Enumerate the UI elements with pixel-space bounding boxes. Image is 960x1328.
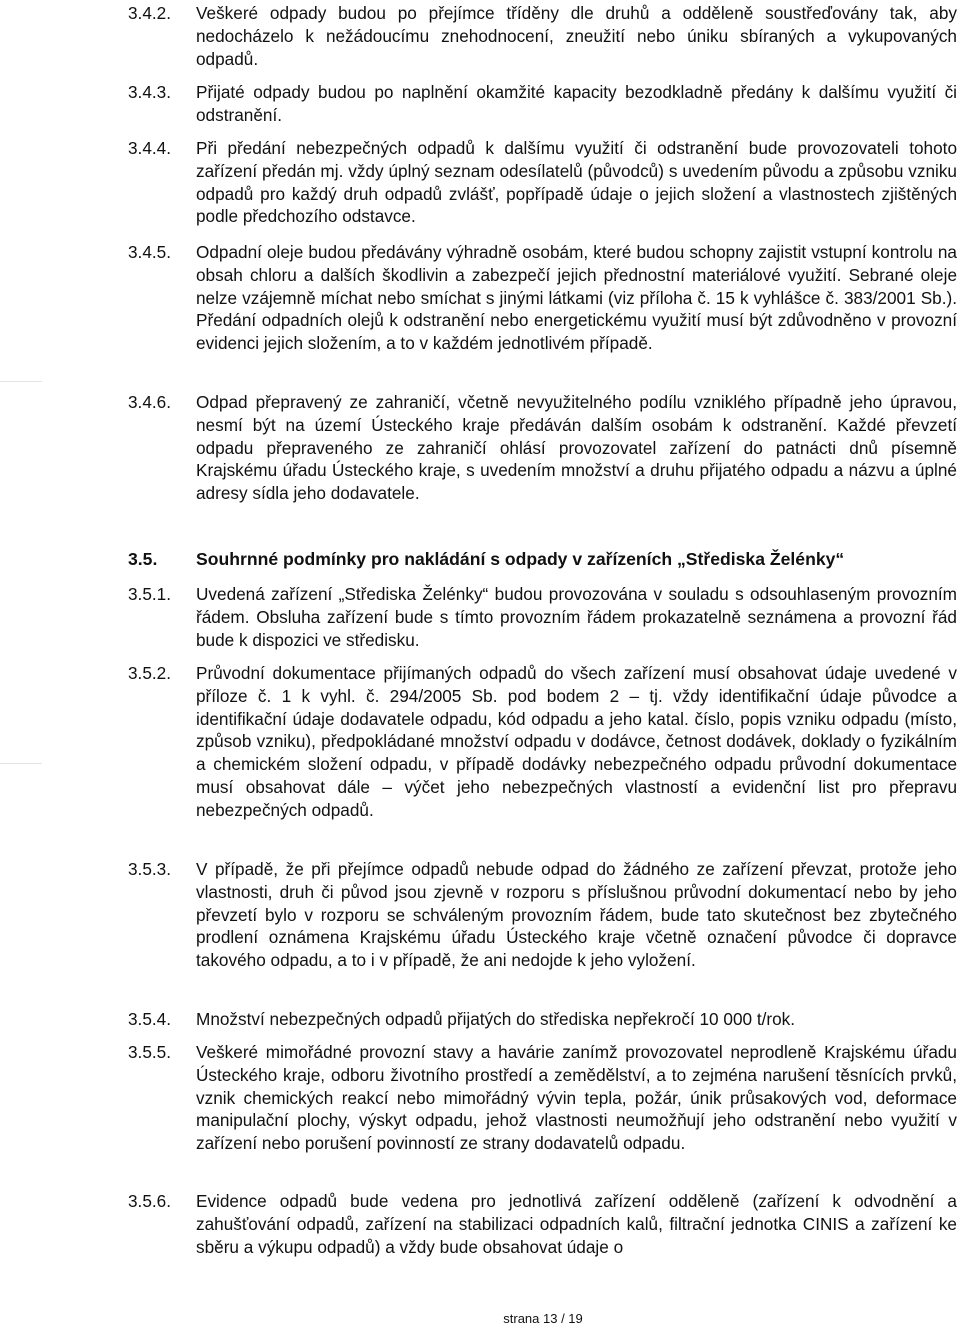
paragraph-number: 3.5.6. [128,1191,172,1211]
paragraph-text: Přijaté odpady budou po naplnění okamžité kapacity bezodkladně předány k dalšímu využití či odstranění. [196,82,957,125]
section-number: 3.5. [128,549,158,569]
page-number-footer: strana 13 / 19 [503,1311,583,1326]
margin-tick [0,381,42,382]
paragraph-number: 3.4.2. [128,3,172,23]
paragraph-text: Uvedená zařízení „Střediska Želénky“ budou provozována v souladu s odsouhlaseným provozním řádem. Obsluha zařízení bude s tímto provozním řádem prokazatelně seznámena a provozní řád bude k dispozici ve středisku. [196,584,957,650]
paragraph-number: 3.4.3. [128,82,172,102]
paragraph-text: Evidence odpadů bude vedena pro jednotlivá zařízení odděleně (zařízení k odvodnění a zahušťování odpadů, zařízení na stabilizaci odpadních kalů, filtrační jednotka CINIS a zařízení ke sběru a výkupu odpadů) a vždy bude obsahovat údaje o [196,1191,957,1257]
paragraph-text: Odpadní oleje budou předávány výhradně osobám, které budou schopny zajistit vstupní kontrolu na obsah chloru a dalších škodlivin a zabezpečí jejich přednostní materiálové využití. Sebrané oleje nelze vzájemně míchat nebo smíchat s jinými látkami (viz příloha č. 15 k vyhlášce č. 383/2001 Sb.). Předání odpadních olejů k odstranění nebo energetickému využití musí být zdůvodněno v provozní evidenci jejich složením, a to v každém jednotlivém případě. [196,242,957,354]
section-title: Souhrnné podmínky pro nakládání s odpady v zařízeních „Střediska Želénky“ [196,549,845,569]
paragraph-number: 3.4.5. [128,242,172,262]
paragraph-text: Odpad přepravený ze zahraničí, včetně nevyužitelného podílu vzniklého případně jeho úpravou, nesmí být na území Ústeckého kraje předáván dalším osobám k odstranění. Každé převzetí odpadu přepraveného ze zahraničí ohlásí provozovatel zařízení do patnácti dnů písemně Krajskému úřadu Ústeckého kraje, s uvedením množství a druhu přijatého odpadu a názvu a úplné adresy sídla jeho dodavatele. [196,392,957,504]
paragraph-number: 3.5.1. [128,584,172,604]
paragraph-number: 3.5.2. [128,663,172,683]
margin-tick [0,763,42,764]
paragraph-number: 3.4.6. [128,392,172,412]
paragraph-number: 3.5.4. [128,1009,172,1029]
paragraph-text: Veškeré mimořádné provozní stavy a havárie zanímž provozovatel neprodleně Krajskému úřadu Ústeckého kraje, odboru životního prostředí a zemědělství, a to zejména narušení těsnících prvků, vznik chemických reakcí nebo mimořádný vývin tepla, požár, únik průsakových vod, deformace manipulační plochy, výskyt odpadu, jehož vlastnosti neumožňují jeho odstranění nebo využití v zařízení nebo porušení povinností ze strany dodavatelů odpadu. [196,1042,957,1154]
paragraph-text: V případě, že při přejímce odpadů nebude odpad do žádného ze zařízení převzat, protože jeho vlastnosti, druh či původ jsou zjevně v rozporu s příslušnou průvodní dokumentací nebo by jeho převzetí bylo v rozporu se schváleným provozním řádem, bude tato skutečnost bez zbytečného prodlení oznámena Krajskému úřadu Ústeckého kraje včetně označení původce či dopravce takového odpadu, a to i v případě, že ani nedojde k jeho vyložení. [196,859,957,971]
paragraph-number: 3.4.4. [128,138,172,158]
paragraph-number: 3.5.3. [128,859,172,879]
paragraph-number: 3.5.5. [128,1042,172,1062]
paragraph-text: Veškeré odpady budou po přejímce tříděny dle druhů a odděleně soustřeďovány tak, aby nedocházelo k nežádoucímu znehodnocení, zneužití nebo úniku sbíraných a vykupovaných odpadů. [196,3,957,69]
paragraph-text: Při předání nebezpečných odpadů k dalšímu využití či odstranění bude provozovateli tohoto zařízení předán mj. vždy úplný seznam odesílatelů (původců) s uvedením původu a způsobu vzniku odpadů pro každý druh odpadů zvlášť, popřípadě údaje o jejich složení a vlastnostech zjištěných podle předchozího odstavce. [196,138,957,227]
paragraph-text: Množství nebezpečných odpadů přijatých do střediska nepřekročí 10 000 t/rok. [196,1009,796,1029]
paragraph-text: Průvodní dokumentace přijímaných odpadů do všech zařízení musí obsahovat údaje uvedené v příloze č. 1 k vyhl. č. 294/2005 Sb. pod bodem 2 – tj. vždy identifikační údaje původce a identifikační údaje dodavatele odpadu, kód odpadu a jeho katal. číslo, popis vzniku odpadu (místo, způsob vzniku), předpokládané množství odpadu v dodávce, četnost dodávek, doklady o fyzikálním a chemickém složení odpadu, v případě dodávky nebezpečného odpadu průvodní dokumentace musí obsahovat dále – výčet jeho nebezpečných vlastností a evidenční list pro přepravu nebezpečných odpadů. [196,663,957,820]
